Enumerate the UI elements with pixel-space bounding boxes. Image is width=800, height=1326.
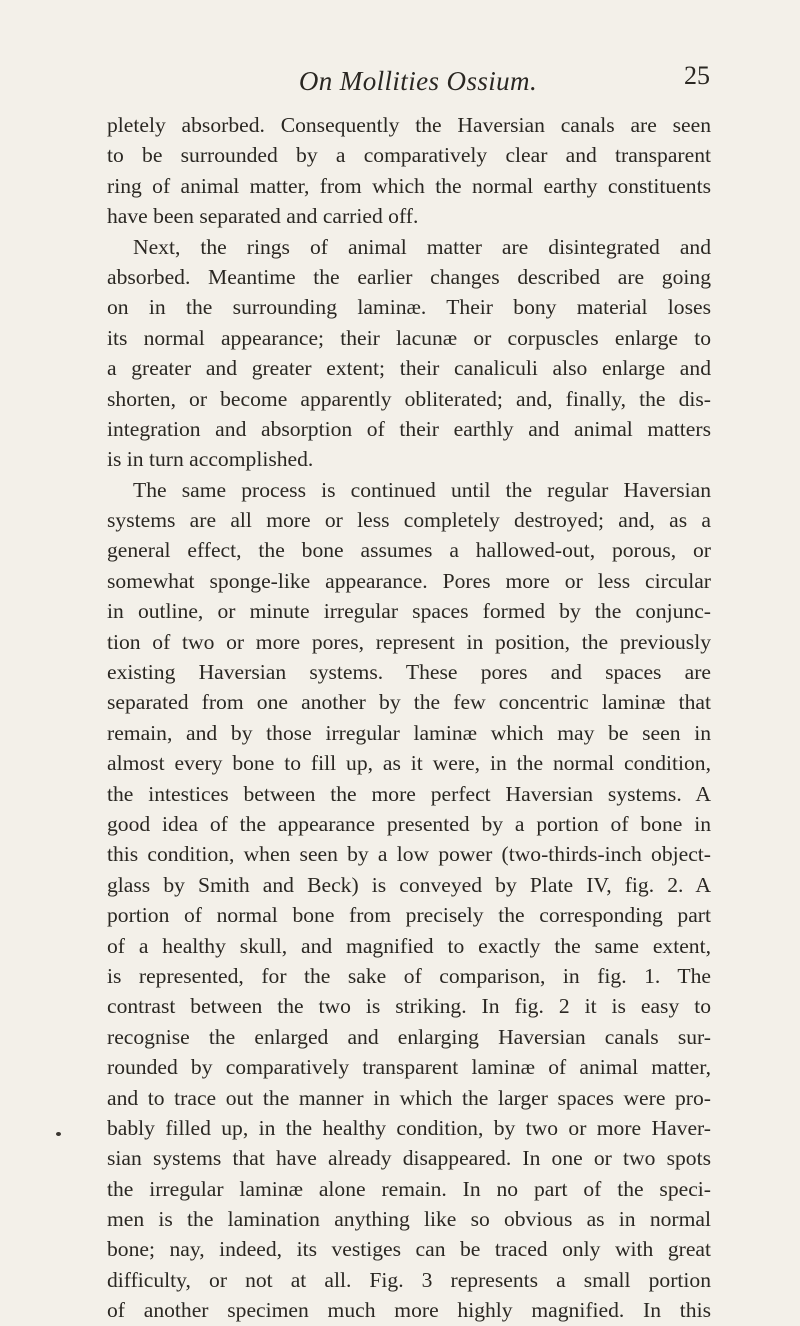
text-line: The same process is continued until the regular Haversian (133, 477, 711, 502)
text-line: recognise the enlarged and enlarging Haversian canals sur- (107, 1024, 711, 1049)
text-line: the irregular laminæ alone remain. In no part of the speci- (107, 1176, 711, 1201)
text-line: good idea of the appearance presented by a portion of bone in (107, 811, 711, 836)
text-line: tion of two or more pores, represent in position, the previously (107, 629, 711, 654)
text-line: a greater and greater extent; their canaliculi also enlarge and (107, 356, 711, 381)
running-title: On Mollities Ossium. (298, 66, 538, 96)
text-line: integration and absorption of their earthly and animal matters (107, 416, 711, 441)
text-line: separated from one another by the few concentric laminæ that (107, 690, 711, 715)
text-line: bably filled up, in the healthy condition, by two or more Haver- (107, 1115, 711, 1140)
text-line: somewhat sponge-like appearance. Pores more or less circular (107, 568, 711, 593)
text-line: men is the lamination anything like so obvious as in normal (107, 1207, 711, 1232)
page-number: 25 (684, 61, 710, 90)
text-line: rounded by comparatively transparent laminæ of animal matter, (107, 1055, 711, 1080)
text-line: ring of animal matter, from which the normal earthy constituents (107, 173, 711, 198)
text-line: to be surrounded by a comparatively clear and transparent (107, 143, 711, 168)
text-line: of another specimen much more highly magnified. In this (107, 1298, 711, 1323)
text-line: general effect, the bone assumes a hallowed-out, porous, or (107, 538, 711, 563)
text-line: Next, the rings of animal matter are disintegrated and (133, 234, 711, 259)
text-line: difficulty, or not at all. Fig. 3 represents a small portion (107, 1267, 711, 1292)
text-line: systems are all more or less completely destroyed; and, as a (107, 508, 711, 533)
text-line: bone; nay, indeed, its vestiges can be traced only with great (107, 1237, 711, 1262)
text-line: absorbed. Meantime the earlier changes described are going (107, 264, 711, 289)
text-line: and to trace out the manner in which the larger spaces were pro- (107, 1085, 711, 1110)
text-line: pletely absorbed. Consequently the Haversian canals are seen (107, 113, 711, 137)
text-line: portion of normal bone from precisely the corresponding part (107, 903, 711, 928)
text-line: sian systems that have already disappeared. In one or two spots (107, 1146, 711, 1171)
text-line: almost every bone to fill up, as it were, in the normal condition, (107, 751, 711, 776)
text-line: shorten, or become apparently obliterated; and, finally, the dis- (107, 386, 711, 411)
text-line: in outline, or minute irregular spaces formed by the conjunc- (107, 599, 711, 624)
body-text (107, 110, 711, 1326)
text-line: remain, and by those irregular laminæ which may be seen in (107, 720, 711, 745)
margin-mark (56, 1132, 61, 1136)
text-line: its normal appearance; their lacunæ or corpuscles enlarge to (107, 325, 711, 350)
text-line: existing Haversian systems. These pores and spaces are (107, 660, 711, 685)
running-header (0, 61, 800, 106)
text-line: contrast between the two is striking. In fig. 2 it is easy to (107, 994, 711, 1019)
text-line: is represented, for the sake of comparison, in fig. 1. The (107, 963, 711, 988)
text-line: on in the surrounding laminæ. Their bony material loses (107, 295, 711, 320)
text-line: of a healthy skull, and magnified to exactly the same extent, (107, 933, 711, 958)
text-line: glass by Smith and Beck) is conveyed by Plate IV, fig. 2. A (107, 872, 711, 897)
text-line: is in turn accomplished. (107, 447, 314, 472)
text-line: the intestices between the more perfect Haversian systems. A (107, 781, 711, 806)
text-line: have been separated and carried off. (107, 204, 419, 229)
text-line: this condition, when seen by a low power (two-thirds-inch object- (107, 842, 711, 867)
